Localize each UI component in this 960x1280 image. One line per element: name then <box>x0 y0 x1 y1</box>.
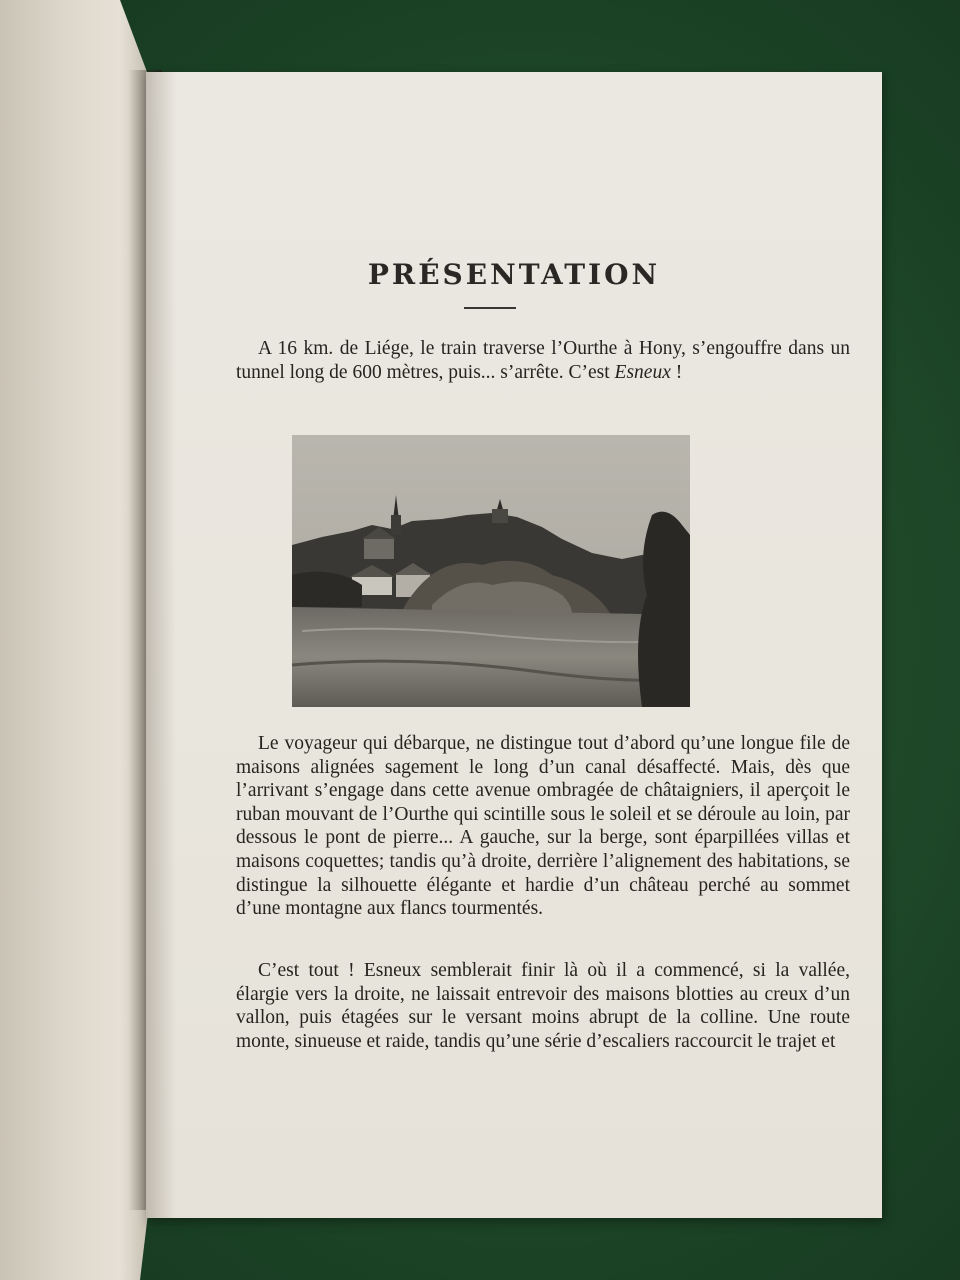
intro-end: ! <box>670 361 683 383</box>
page-gutter-shade <box>146 72 176 1218</box>
esneux-photograph <box>292 435 690 707</box>
page-title: PRÉSENTATION <box>367 258 661 291</box>
paragraph-2-text: Le voyageur qui débarque, ne distingue tout d’abord qu’une longue file de maisons alignées sagement le long d’un canal désaffecté. Mais, dès que l’arrivant s’engage dans cette avenue ombragée de châtaigniers, il aperçoit le ruban mouvant de l’Ourthe qui scintille sous le soleil et se déroule au loin, par dessous le pont de pierre... A gauche, sur la berge, sont éparpillées villas et maisons coquettes; tandis qu’à droite, derrière l’alignement des habitations, se distingue la silhouette élégante et hardie d’un château perché au sommet d’une montagne aux flancs tourmentés. <box>236 733 850 920</box>
paragraph-3-text: C’est tout ! Esneux semblerait finir là où il a commencé, si la vallée, élargie vers la droite, ne laissait entrevoir des maisons blotties au creux d’un vallon, puis étagées sur le versant moins abrupt de la colline. Une route monte, sinueuse et raide, tandis qu’une série d’escaliers raccourcit le trajet et <box>236 960 850 1052</box>
title-divider <box>464 307 516 309</box>
body-paragraph-3 <box>236 959 850 1053</box>
intro-text: A 16 km. de Liége, le train traverse l’Ourthe à Hony, s’engouffre dans un tunnel long de 600 mètres, puis... s’arrête. C’est <box>236 338 850 383</box>
body-paragraph-2 <box>236 732 850 921</box>
photograph-illustration <box>292 435 690 707</box>
book-page <box>146 72 882 1218</box>
intro-paragraph <box>236 337 850 384</box>
intro-place-name: Esneux <box>614 361 671 383</box>
